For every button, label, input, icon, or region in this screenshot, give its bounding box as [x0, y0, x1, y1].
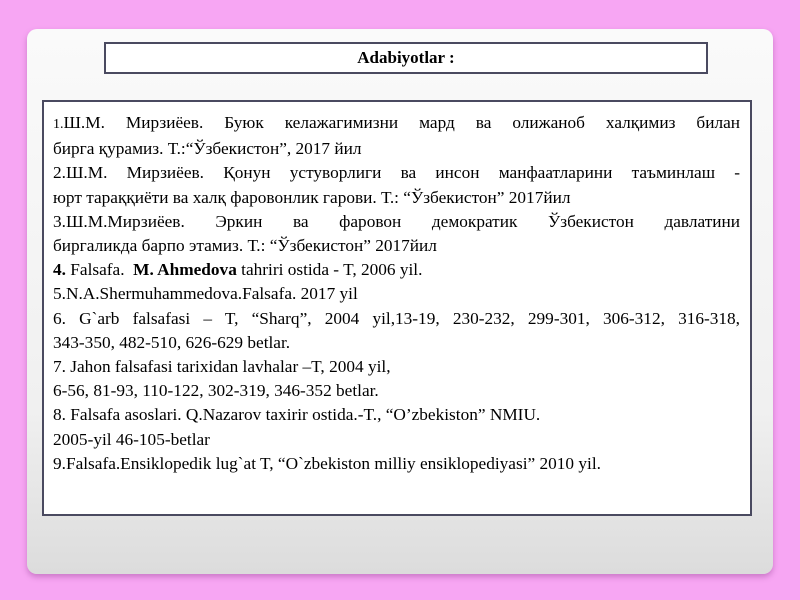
ref-2-line-1: 2.Ш.М. Мирзиёев. Қонун устуворлиги ва инсон манфаатларини таъминлаш -	[53, 163, 740, 183]
ref-4-author: M. Ahmedova	[133, 260, 237, 280]
ref-4-pre: Falsafa.	[65, 260, 134, 280]
ref-1-number: 1.	[53, 117, 64, 132]
ref-8-line-1: 8. Falsafa asoslari. Q.Nazarov taxirir ostida.-T., “O’zbekiston” NMIU.	[53, 405, 541, 425]
references-box	[42, 100, 752, 516]
ref-1-text: Ш.М. Мирзиёев. Буюк келажагимизни мард ва олижаноб халқимиз билан	[63, 113, 740, 132]
ref-4-post: tahriri ostida - T, 2006 yil.	[236, 260, 423, 280]
ref-7-line-2: 6-56, 81-93, 110-122, 302-319, 346-352 betlar.	[53, 381, 379, 401]
ref-3-line-1: 3.Ш.М.Мирзиёев. Эркин ва фаровон демократик Ўзбекистон давлатини	[53, 211, 740, 231]
ref-3-line-2: биргаликда барпо этамиз. Т.: “Ўзбекистон” 2017йил	[53, 236, 437, 256]
ref-7-line-1: 7. Jahon falsafasi tarixidan lavhalar –T, 2004 yil,	[53, 357, 391, 377]
ref-6-line-1: 6. G`arb falsafasi – T, “Sharq”, 2004 yil,13-19, 230-232, 299-301, 306-312, 316-318,	[53, 308, 740, 328]
ref-6-line-2: 343-350, 482-510, 626-629 betlar.	[53, 332, 291, 352]
ref-9: 9.Falsafa.Ensiklopedik lug`at T, “O`zbekiston milliy ensiklopediyasi” 2010 yil.	[53, 453, 601, 473]
ref-2-line-2: юрт тараққиёти ва халқ фаровонлик гарови. Т.: “Ўзбекистон” 2017йил	[53, 187, 571, 207]
ref-1-line-2: бирга қурамиз. Т.:“Ўзбекистон”, 2017 йил	[53, 139, 362, 159]
ref-4	[53, 258, 740, 282]
ref-4-number: 4.	[53, 260, 66, 280]
ref-8-line-2: 2005-yil 46-105-betlar	[53, 429, 210, 449]
ref-1-line-1	[53, 111, 740, 137]
ref-5: 5.N.A.Shermuhammedova.Falsafa. 2017 yil	[53, 284, 358, 304]
slide-title: Adabiyotlar :	[357, 48, 455, 67]
title-box	[104, 42, 708, 74]
